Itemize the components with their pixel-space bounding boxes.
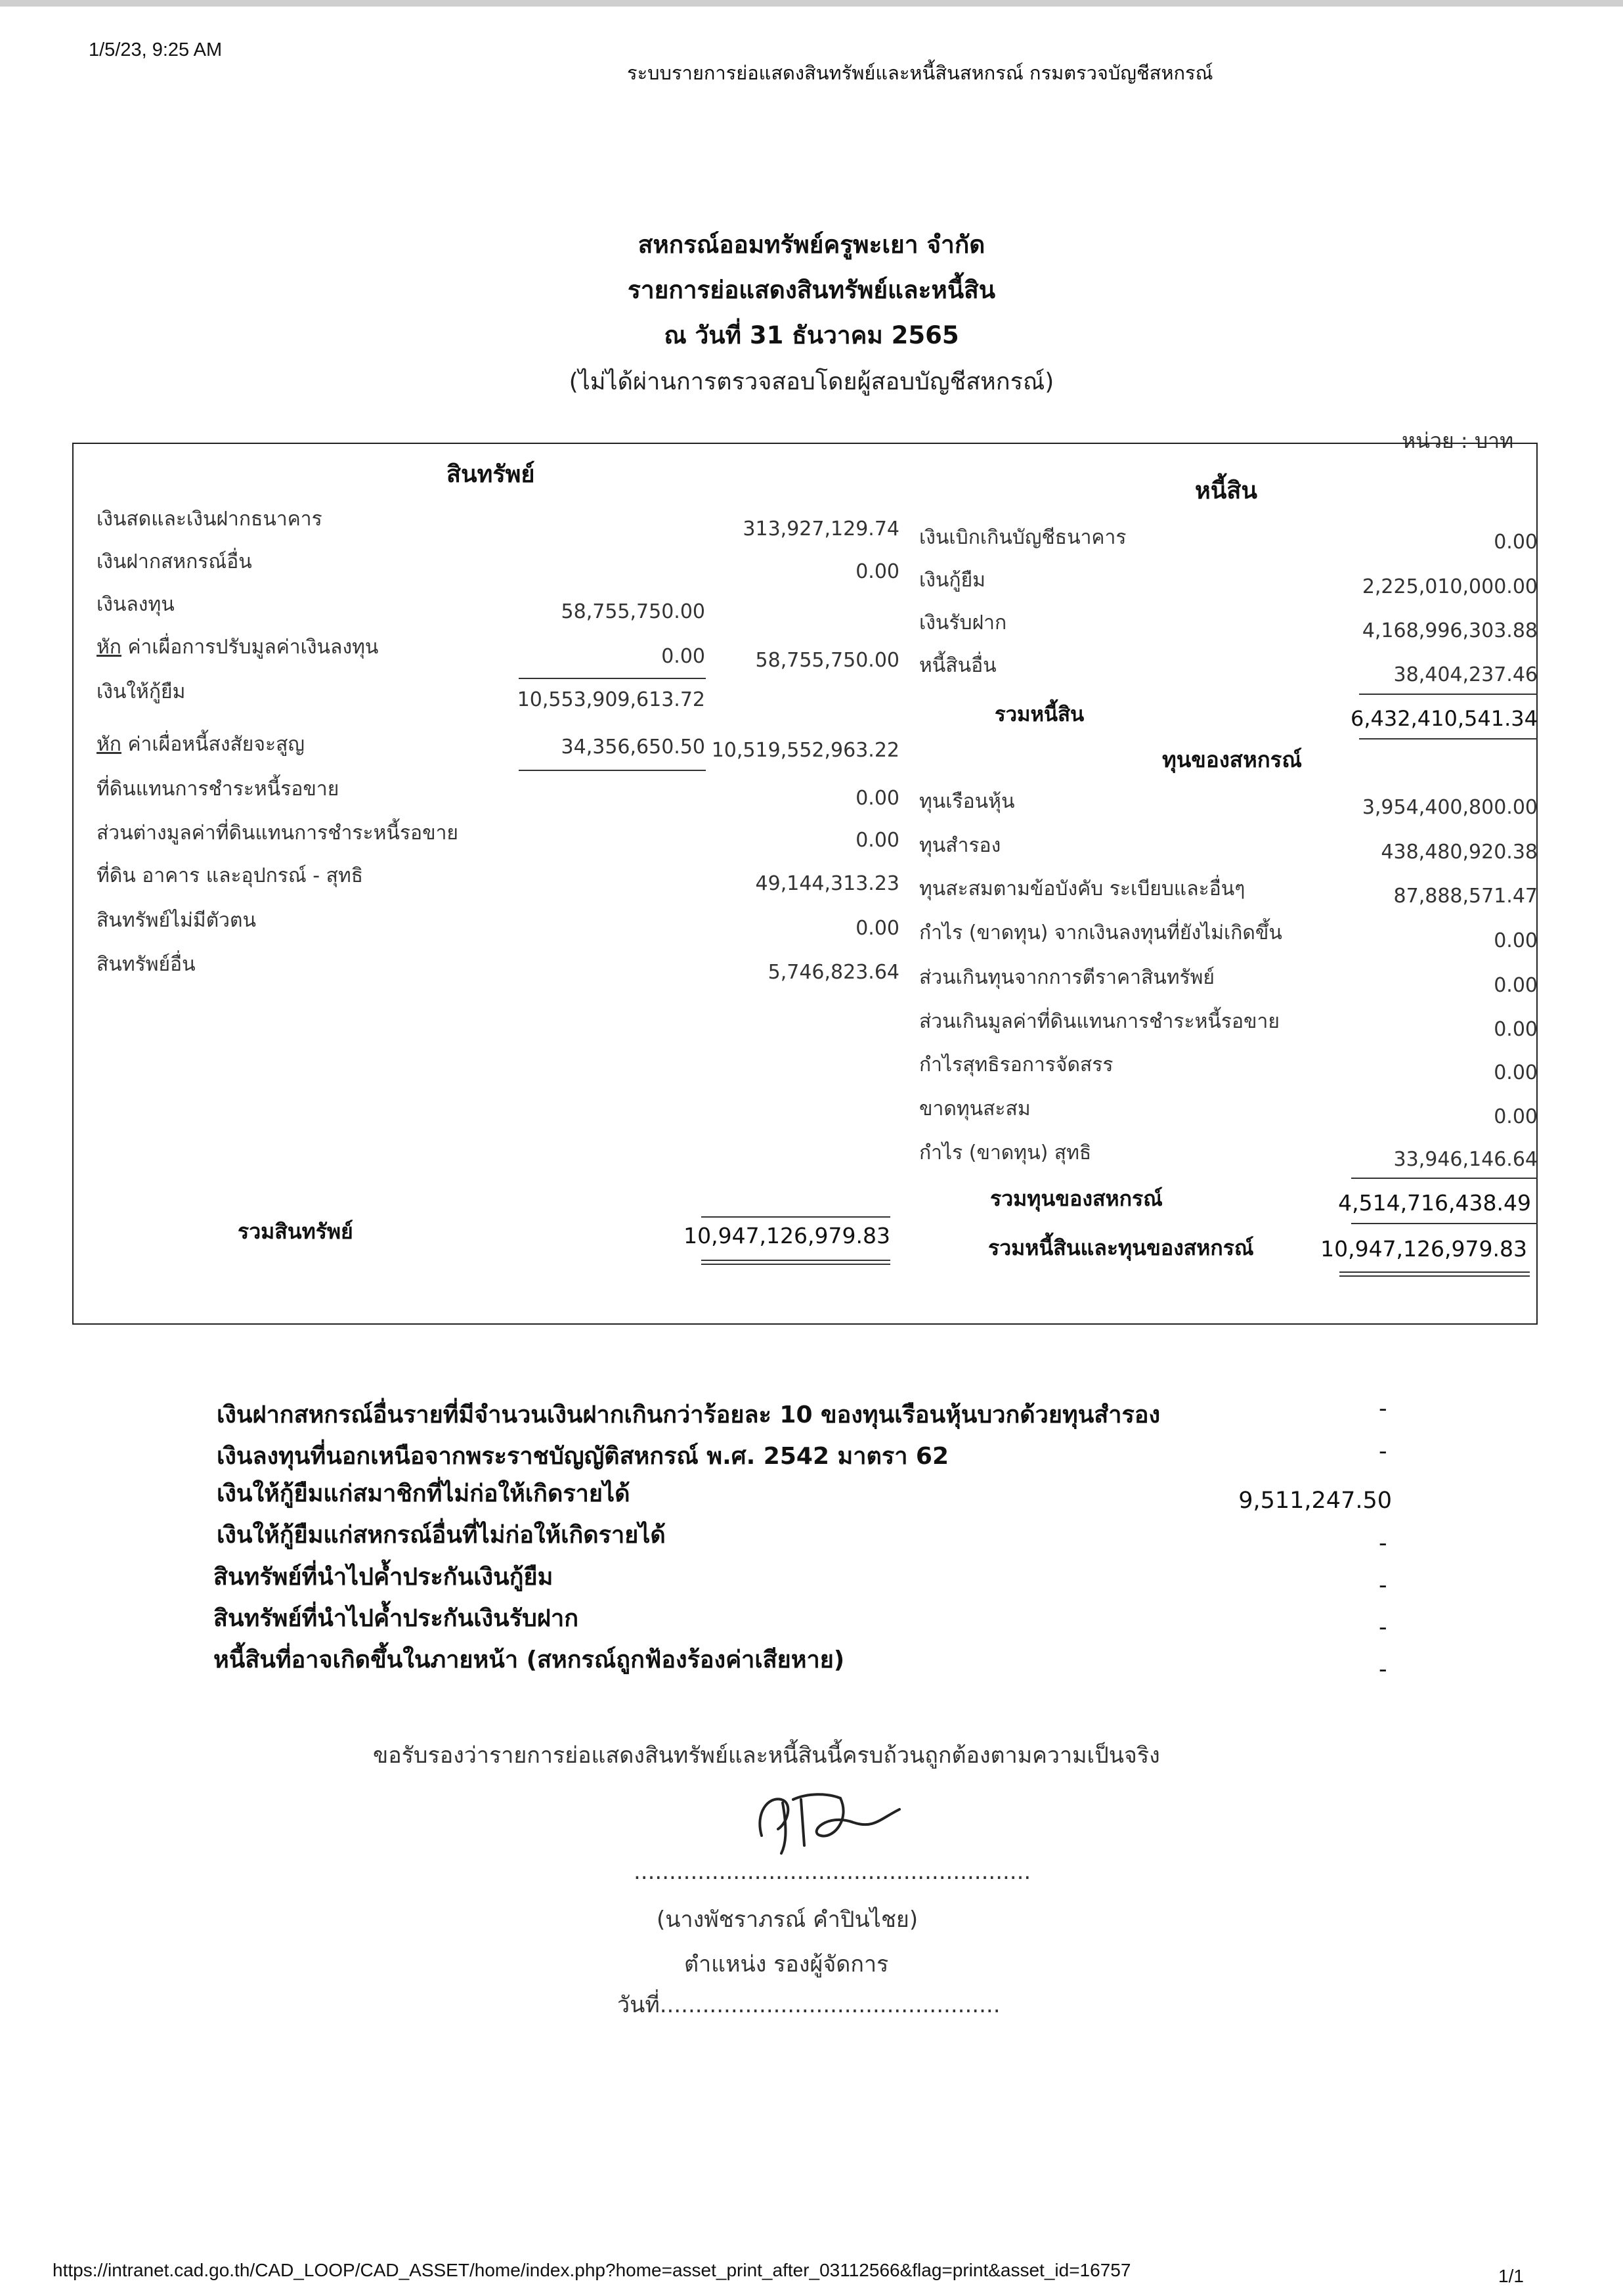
asset-sub-amount: 10,553,909,613.72 [517,688,705,711]
asset-amount: 0.00 [855,829,899,852]
page-number: 1/1 [1498,2266,1524,2286]
equity-amount: 87,888,571.47 [1393,885,1538,908]
audit-note: (ไม่ได้ผ่านการตรวจสอบโดยผู้สอบบัญชีสหกรณ์) [569,368,1054,395]
note-label: เงินลงทุนที่นอกเหนือจากพระราชบัญญัติสหกรณ์ พ.ศ. 2542 มาตรา 62 [217,1443,949,1470]
subtotal-rule [1359,694,1538,695]
note-value: - [1379,1656,1387,1683]
equity-label: ส่วนเกินทุนจากการตีราคาสินทรัพย์ [919,966,1215,989]
deduct-prefix: หัก [97,636,121,659]
total-equity-label: รวมทุนของสหกรณ์ [990,1186,1163,1211]
deduct-prefix: หัก [97,733,121,756]
certification-statement: ขอรับรองว่ารายการย่อแสดงสินทรัพย์และหนี้สินนี้ครบถ้วนถูกต้องตามความเป็นจริง [373,1742,1160,1769]
subtotal-rule [519,770,706,771]
grand-total-amount: 10,947,126,979.83 [1320,1236,1527,1262]
equity-amount: 0.00 [1494,1105,1538,1128]
total-liabilities-label: รวมหนี้สิน [995,703,1085,726]
equity-label: ทุนสำรอง [919,834,1001,857]
scan-top-edge [0,0,1623,7]
date-field: วันที่................................................ [617,1992,1001,2018]
report-name: รายการย่อแสดงสินทรัพย์และหนี้สิน [628,276,995,304]
equity-heading: ทุนของสหกรณ์ [1162,747,1303,772]
note-label: เงินให้กู้ยืมแก่สหกรณ์อื่นที่ไม่ก่อให้เกิดรายได้ [217,1522,666,1549]
liability-amount: 4,168,996,303.88 [1362,619,1538,642]
asset-amount: 313,927,129.74 [743,518,899,541]
asset-label: สินทรัพย์ไม่มีตัวตน [97,909,257,932]
asset-label-text: ค่าเผื่อหนี้สงสัยจะสูญ [121,733,305,756]
asset-label [97,632,378,663]
liability-amount: 2,225,010,000.00 [1362,575,1538,598]
liability-label: หนี้สินอื่น [919,654,997,677]
total-assets-amount: 10,947,126,979.83 [683,1223,890,1248]
asset-amount: 10,519,552,963.22 [711,739,899,762]
equity-label: ขาดทุนสะสม [919,1097,1031,1120]
assets-heading: สินทรัพย์ [446,461,535,488]
asset-label: ที่ดิน อาคาร และอุปกรณ์ - สุทธิ [97,864,364,887]
total-assets-label: รวมสินทรัพย์ [238,1219,353,1244]
liability-amount: 0.00 [1494,531,1538,554]
equity-amount: 0.00 [1494,929,1538,952]
equity-amount: 0.00 [1494,1061,1538,1084]
equity-amount: 3,954,400,800.00 [1362,796,1538,819]
note-label: เงินให้กู้ยืมแก่สมาชิกที่ไม่ก่อให้เกิดรายได้ [217,1480,630,1507]
subtotal-rule [519,678,706,679]
double-underline [1339,1271,1530,1277]
signature-graphic [742,1773,913,1859]
note-value: - [1379,1530,1387,1556]
org-name: สหกรณ์ออมทรัพย์ครูพะเยา จำกัด [638,231,985,259]
equity-amount: 0.00 [1494,1018,1538,1041]
note-label: เงินฝากสหกรณ์อื่นรายที่มีจำนวนเงินฝากเกินกว่าร้อยละ 10 ของทุนเรือนหุ้นบวกด้วยทุนสำรอง [217,1402,1161,1428]
liability-label: เงินกู้ยืม [919,569,985,592]
equity-amount: 33,946,146.64 [1393,1148,1538,1171]
asset-label [97,729,305,760]
liability-amount: 38,404,237.46 [1393,663,1538,686]
asset-amount: 0.00 [855,787,899,810]
total-liabilities-amount: 6,432,410,541.34 [1351,706,1538,731]
asset-label: เงินให้กู้ยืม [97,680,186,703]
asset-amount: 49,144,313.23 [755,872,899,895]
equity-label: กำไรสุทธิรอการจัดสรร [919,1053,1114,1076]
equity-label: ทุนเรือนหุ้น [919,790,1015,813]
equity-label: กำไร (ขาดทุน) จากเงินลงทุนที่ยังไม่เกิดขึ้น [919,921,1282,944]
asset-label: เงินลงทุน [97,593,175,616]
signature-line: ........................................................ [634,1859,1031,1885]
asset-label: ที่ดินแทนการชำระหนี้รอขาย [97,778,339,801]
equity-label: ส่วนเกินมูลค่าที่ดินแทนการชำระหนี้รอขาย [919,1010,1280,1033]
unit-label: หน่วย : บาท [1402,428,1514,453]
note-value: - [1379,1396,1387,1422]
asset-amount: 5,746,823.64 [768,961,899,984]
note-value: - [1379,1572,1387,1599]
signer-name: (นางพัชราภรณ์ คำปินไชย) [657,1907,919,1933]
equity-label: กำไร (ขาดทุน) สุทธิ [919,1141,1092,1164]
equity-amount: 438,480,920.38 [1381,841,1538,864]
equity-amount: 0.00 [1494,974,1538,997]
note-value: - [1379,1438,1387,1465]
asset-label-text: ค่าเผื่อการปรับมูลค่าเงินลงทุน [121,636,379,659]
note-value: - [1379,1614,1387,1641]
asset-sub-amount: 0.00 [661,645,705,668]
asset-sub-amount: 34,356,650.50 [561,736,705,759]
note-value: 9,511,247.50 [1238,1488,1392,1514]
asset-amount: 58,755,750.00 [755,649,899,672]
asset-amount: 0.00 [855,560,899,583]
total-equity-amount: 4,514,716,438.49 [1338,1190,1531,1216]
asset-label: สินทรัพย์อื่น [97,953,196,976]
note-label: สินทรัพย์ที่นำไปค้ำประกันเงินรับฝาก [213,1605,578,1632]
note-label: สินทรัพย์ที่นำไปค้ำประกันเงินกู้ยืม [213,1564,553,1591]
note-label: หนี้สินที่อาจเกิดขึ้นในภายหน้า (สหกรณ์ถูกฟ้องร้องค่าเสียหาย) [213,1646,845,1673]
asset-label: ส่วนต่างมูลค่าที่ดินแทนการชำระหนี้รอขาย [97,822,459,845]
total-rule [1351,1223,1538,1224]
subtotal-rule [1351,1178,1538,1179]
asset-label: เงินฝากสหกรณ์อื่น [97,550,252,573]
liabilities-heading: หนี้สิน [1195,477,1257,504]
grand-total-label: รวมหนี้สินและทุนของสหกรณ์ [988,1235,1254,1260]
signer-position: ตำแหน่ง รองผู้จัดการ [684,1951,889,1977]
total-rule [1359,738,1538,740]
asset-sub-amount: 58,755,750.00 [561,600,705,623]
equity-label: ทุนสะสมตามข้อบังคับ ระเบียบและอื่นๆ [919,877,1245,900]
asset-amount: 0.00 [855,917,899,940]
liability-label: เงินเบิกเกินบัญชีธนาคาร [919,526,1127,549]
asset-label: เงินสดและเงินฝากธนาคาร [97,508,322,531]
print-datetime: 1/5/23, 9:25 AM [89,39,223,60]
footer-url: https://intranet.cad.go.th/CAD_LOOP/CAD_ASSET/home/index.php?home=asset_print_after_03112566&flag=print&asset_id=16757 [53,2260,1131,2280]
double-underline [701,1260,890,1265]
total-rule [701,1216,890,1218]
liability-label: เงินรับฝาก [919,611,1007,634]
system-title: ระบบรายการย่อแสดงสินทรัพย์และหนี้สินสหกรณ์ กรมตรวจบัญชีสหกรณ์ [627,62,1213,84]
as-of-date: ณ วันที่ 31 ธันวาคม 2565 [664,321,959,349]
